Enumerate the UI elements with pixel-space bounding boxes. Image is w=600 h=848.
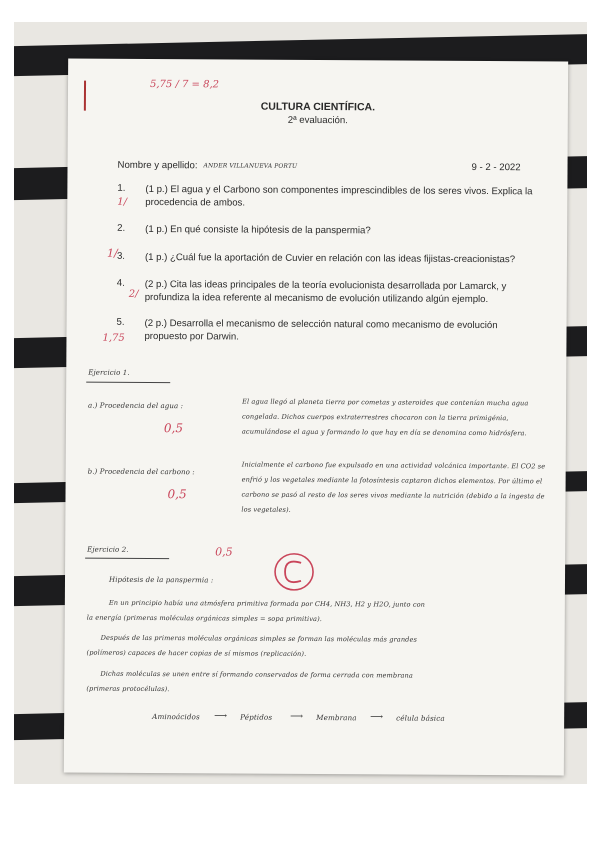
score-mark: 1/	[117, 196, 128, 208]
name-label: Nombre y apellido:	[117, 159, 198, 172]
arrow-right-icon: ⟶	[214, 711, 228, 722]
panspermia-question: Hipótesis de la panspermia :	[108, 575, 214, 585]
answer-line: la energía (primeras moléculas orgánicas simples = sopa primitiva).	[86, 613, 322, 624]
evolution-flow	[152, 709, 552, 727]
arrow-right-icon: ⟶	[370, 712, 384, 723]
circled-c-mark	[271, 550, 317, 594]
exam-title: CULTURA CIENTÍFICA.	[260, 100, 376, 114]
answer-b-text: Inicialmente el carbono fue expulsado en una actividad volcánica importante. El CO2 se enfrió y los vegetales mediante la fotosíntesis captaron dichos elementos. Por último el carbono se pasó al resto de los seres vivos mediante la nutrición (debido a la ingesta de los vegetales).	[241, 460, 546, 514]
answer-b-mark: 0,5	[167, 487, 187, 502]
exam-sheet	[64, 58, 568, 775]
question-number: 1.	[117, 182, 126, 194]
flow-step: Membrana	[316, 713, 357, 723]
arrow-right-icon: ⟶	[290, 711, 304, 722]
question-text: (1 p.) ¿Cuál fue la aportación de Cuvier en relación con las ideas fijistas-creacionistas?	[144, 251, 516, 266]
question-text: (1 p.) En qué consiste la hipótesis de la panspermia?	[145, 223, 371, 237]
answer-line: (polímeros) capaces de hacer copias de sí mismos (replicación).	[86, 648, 307, 658]
question-text: (2 p.) Cita las ideas principales de la teoría evolucionista desarrollada por Lamarck, y profundiza la idea referente al mecanismo de evolución utilizando algún ejemplo.	[144, 278, 507, 306]
heading-underline	[85, 558, 169, 560]
answer-line: Después de las primeras moléculas orgánicas simples se forman las moléculas más grandes	[100, 633, 418, 644]
question-number: 2.	[117, 222, 126, 234]
score-mark: 1,75	[102, 332, 125, 344]
answer-a-mark: 0,5	[163, 421, 184, 436]
question-number: 4.	[116, 277, 125, 289]
exercise-2-heading: Ejercicio 2.	[87, 545, 129, 554]
photo-background	[14, 22, 587, 784]
answer-line: Dichas moléculas se unen entre sí formando conservados de forma cerrada con membrana	[100, 669, 413, 680]
flow-step: célula básica	[396, 713, 445, 723]
exercise-1-heading: Ejercicio 1.	[88, 368, 130, 377]
score-mark: 1/	[106, 246, 118, 260]
answer-line: (primeras protocélulas).	[86, 684, 170, 694]
exam-date: 9 - 2 - 2022	[471, 161, 521, 174]
question-number: 5.	[116, 316, 125, 328]
question-text: (1 p.) El agua y el Carbono son componentes imprescindibles de los seres vivos. Explica la procedencia de ambos.	[145, 183, 533, 209]
exercise-2-mark: 0,5	[215, 545, 233, 559]
score-mark: 2/	[128, 288, 139, 300]
answer-line: En un principio había una atmósfera primitiva formada por CH4, NH3, H2 y H2O, junto con	[108, 598, 426, 609]
answer-a-label: a.) Procedencia del agua :	[88, 401, 184, 411]
exam-subtitle: 2ª evaluación.	[287, 114, 348, 127]
answer-b-label: b.) Procedencia del carbono :	[87, 467, 195, 477]
heading-underline	[86, 382, 170, 384]
answer-a-text: El agua llegó al planeta tierra por cometas y asteroides que contenían mucha agua congelada. Dichos cuerpos extraterrestres chocaron con la tierra primigénia, acumulándose el agua y formando lo que hay en día se denomina como hidrósfera.	[241, 397, 529, 438]
flow-step: Péptidos	[240, 712, 273, 722]
grade-calculation: 5,75 / 7 = 8,2	[149, 78, 220, 91]
flow-step: Aminoácidos	[152, 712, 200, 722]
question-number: 3.	[116, 250, 126, 262]
student-name: ANDER VILLANUEVA PORTU	[203, 162, 298, 170]
question-text: (2 p.) Desarrolla el mecanismo de selección natural como mecanismo de evolución propuesto por Darwin.	[144, 317, 498, 343]
